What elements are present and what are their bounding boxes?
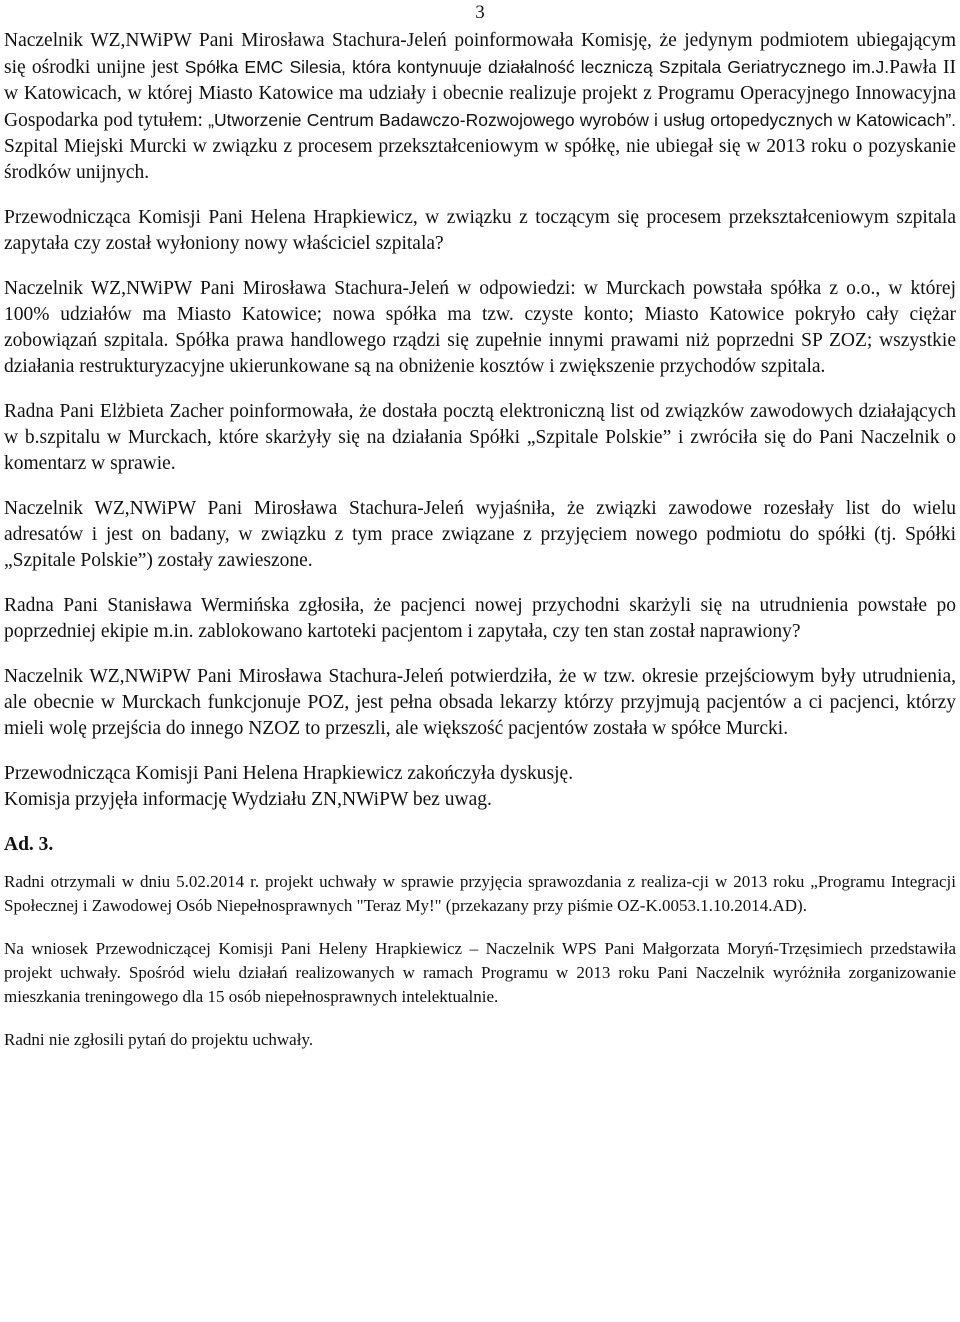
paragraph-answer-company: Naczelnik WZ,NWiPW Pani Mirosława Stachura-Jeleń w odpowiedzi: w Murckach powstała spółka z o.o., w której 100% udziałów ma Miasto Katowice; nowa spółka ma tzw. czyste konto; Miasto Katowice pokryło cały ciężar zobowiązań szpitala. Spółka prawa handlowego rządzi się zupełnie innymi prawami niż poprzedni SP ZOZ; wszystkie działania restrukturyzacyjne ukierunkowane są na obniżenie kosztów i zwiększenie przychodów szpitala. <box>4 278 956 377</box>
section-heading: Ad. 3. <box>4 834 54 855</box>
section-paragraph-presentation: Na wniosek Przewodniczącej Komisji Pani Heleny Hrapkiewicz – Naczelnik WPS Pani Małgorzata Moryń-Trzęsimiech przedstawiła projekt uchwały. Spośród wielu działań realizowanych w ramach Programu w 2013 roku Pani Naczelnik wyróżniła zorganizowanie mieszkania treningowego dla 15 osób niepełnosprawnych intelektualnie. <box>4 939 956 1006</box>
paragraph-question-owner: Przewodnicząca Komisji Pani Helena Hrapkiewicz, w związku z toczącym się procesem przekształceniowym szpitala zapytała czy został wyłoniony nowy właściciel szpitala? <box>4 207 956 254</box>
page-number: 3 <box>475 2 485 23</box>
paragraph-explanation: Naczelnik WZ,NWiPW Pani Mirosława Stachura-Jeleń wyjaśniła, że związki zawodowe rozesłały list do wielu adresatów i jest on badany, w związku z tym prace związane z przyjęciem nowego podmiotu do spółki (tj. Spółki „Szpitale Polskie”) zostały zawieszone. <box>4 498 956 571</box>
closing-line-discussion: Przewodnicząca Komisji Pani Helena Hrapkiewicz zakończyła dyskusję. <box>4 763 574 784</box>
closing-line-accepted: Komisja przyjęła informację Wydziału ZN,NWiPW bez uwag. <box>4 789 492 810</box>
paragraph-patients-answer: Naczelnik WZ,NWiPW Pani Mirosława Stachura-Jeleń potwierdziła, że w tzw. okresie przejściowym były utrudnienia, ale obecnie w Murckach funkcjonuje POZ, jest pełna obsada lekarzy którzy przyjmują pacjentów a ci pacjenci, którzy mieli wolę przejścia do innego NZOZ to przeszli, ale większość pacjentów została w spółce Murcki. <box>4 666 956 739</box>
paragraph-eu-funds: Naczelnik WZ,NWiPW Pani Mirosława Stachura-Jeleń poinformowała Komisję, że jedynym podmiotem ubiegającym się ośrodki unijne jest Spółka EMC Silesia, która kontynuuje działalność leczniczą Szpitala Geriatrycznego im.J.Pawła II w Katowicach, w której Miasto Katowice ma udziały i obecnie realizuje projekt z Programu Operacyjnego Innowacyjna Gospodarka pod tytułem: „Utworzenie Centrum Badawczo-Rozwojowego wyrobów i usług ortopedycznych w Katowicach”. Szpital Miejski Murcki w związku z procesem przekształceniowym w spółkę, nie ubiegał się w 2013 roku o pozyskanie środków unijnych. <box>4 30 957 183</box>
section-paragraph-no-questions: Radni nie zgłosili pytań do projektu uchwały. <box>4 1030 314 1049</box>
section-paragraph-draft: Radni otrzymali w dniu 5.02.2014 r. projekt uchwały w sprawie przyjęcia sprawozdania z realiza-cji w 2013 roku „Programu Integracji Społecznej i Zawodowej Osób Niepełnosprawnych "Teraz My!" (przekazany przy piśmie OZ-K.0053.1.10.2014.AD). <box>4 872 956 915</box>
document-body <box>4 28 956 1052</box>
paragraph-patients-question: Radna Pani Stanisława Wermińska zgłosiła, że pacjenci nowej przychodni skarżyli się na utrudnienia powstałe po poprzedniej ekipie m.in. zablokowano kartoteki pacjentom i zapytała, czy ten stan został naprawiony? <box>4 595 956 642</box>
paragraph-trade-unions: Radna Pani Elżbieta Zacher poinformowała, że dostała pocztą elektroniczną list od związków zawodowych działających w b.szpitalu w Murckach, które skarżyły się na działania Spółki „Szpitale Polskie” i zwróciła się do Pani Naczelnik o komentarz w sprawie. <box>4 401 956 474</box>
